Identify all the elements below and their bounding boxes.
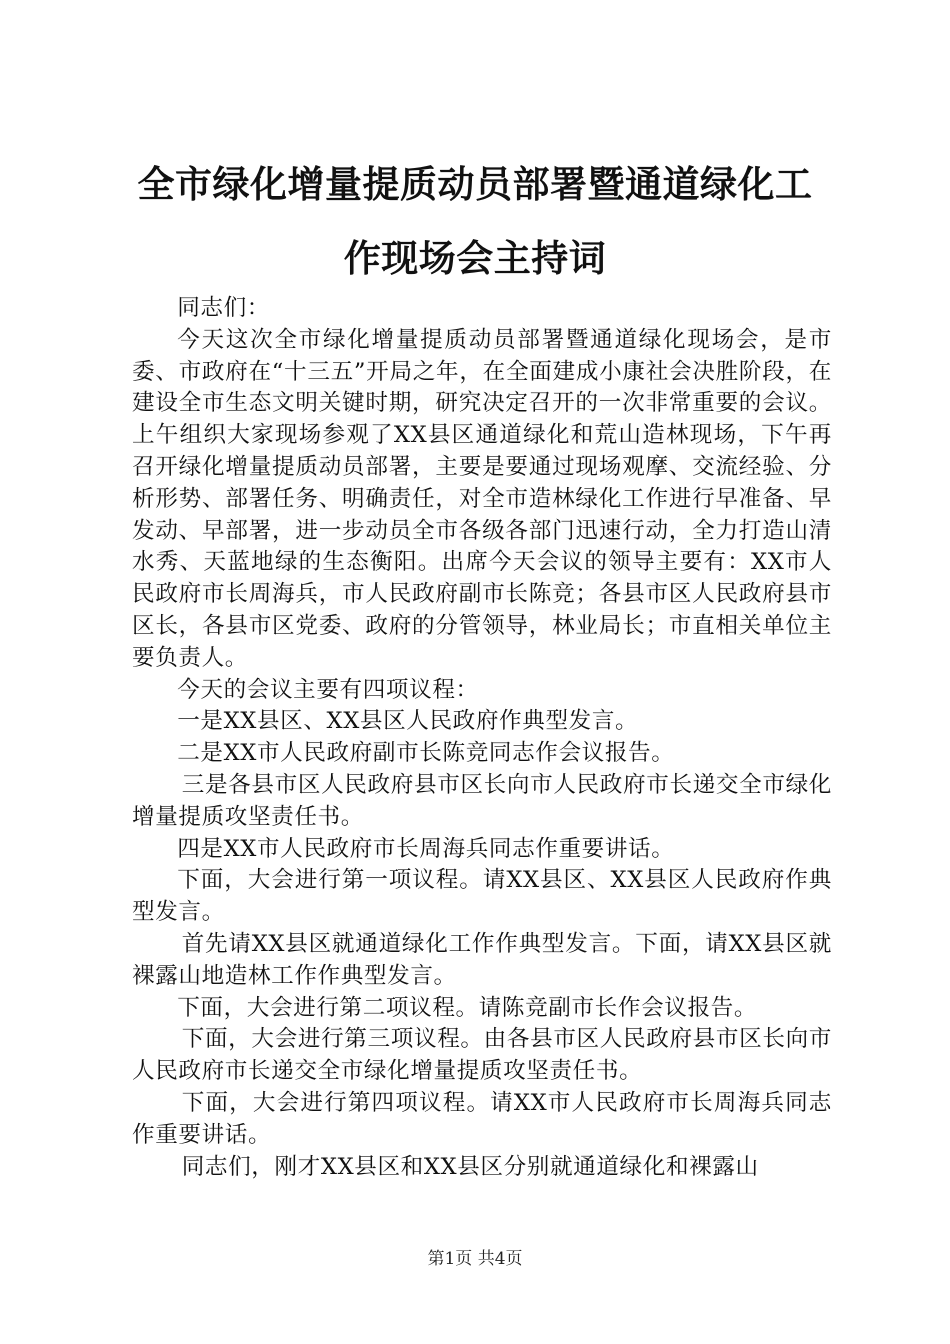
document-title: 全市绿化增量提质动员部署暨通道绿化工作现场会主持词 [137, 163, 813, 280]
closing-paragraph: 同志们，刚才XX县区和XX县区分别就通道绿化和裸露山 [181, 1153, 759, 1180]
page-footer [0, 1244, 950, 1269]
agenda-item-3: 三是各县市区人民政府县市区长向市人民政府市长递交全市绿化增量提质攻坚责任书。 [132, 771, 832, 830]
salutation-paragraph: 同志们： [177, 295, 270, 321]
agenda-item-4: 四是XX市人民政府市长周海兵同志作重要讲话。 [177, 835, 675, 862]
agenda-item-2: 二是XX市人民政府副市长陈竞同志作会议报告。 [177, 740, 675, 767]
agenda-item-1: 一是XX县区、XX县区人民政府作典型发言。 [177, 708, 639, 735]
document-body [132, 293, 832, 1183]
fourth-agenda-paragraph: 下面，大会进行第四项议程。请XX市人民政府市长周海兵同志作重要讲话。 [132, 1089, 832, 1148]
page-number: 第1页 共4页 [427, 1249, 523, 1269]
intro-paragraph: 今天这次全市绿化增量提质动员部署暨通道绿化现场会，是市委、市政府在“十三五”开局之年，在全面建成小康社会决胜阶段，在建设全市生态文明关键时期，研究决定召开的一次非常重要的会议。上午组织大家现场参观了XX县区通道绿化和荒山造林现场，下午再召开绿化增量提质动员部署，主要是要通过现场观摩、交流经验、分析形势、部署任务、明确责任，对全市造林绿化工作进行早准备、早发动、早部署，进一步动员全市各级各部门迅速行动，全力打造山清水秀、天蓝地绿的生态衡阳。出席今天会议的领导主要有：XX市人民政府市长周海兵，市人民政府副市长陈竞；各县市区人民政府县市区长，各县市区党委、政府的分管领导，林业局长；市直相关单位主要负责人。 [132, 326, 832, 671]
second-agenda-paragraph: 下面，大会进行第二项议程。请陈竞副市长作会议报告。 [177, 994, 758, 1021]
agenda-intro-paragraph: 今天的会议主要有四项议程： [177, 676, 479, 703]
first-agenda-paragraph: 下面，大会进行第一项议程。请XX县区、XX县区人民政府作典型发言。 [132, 867, 832, 926]
third-agenda-paragraph: 下面，大会进行第三项议程。由各县市区人民政府县市区长向市人民政府市长递交全市绿化增量提质攻坚责任书。 [132, 1026, 832, 1085]
typical-speech-paragraph: 首先请XX县区就通道绿化工作作典型发言。下面，请XX县区就裸露山地造林工作作典型发言。 [132, 930, 832, 989]
